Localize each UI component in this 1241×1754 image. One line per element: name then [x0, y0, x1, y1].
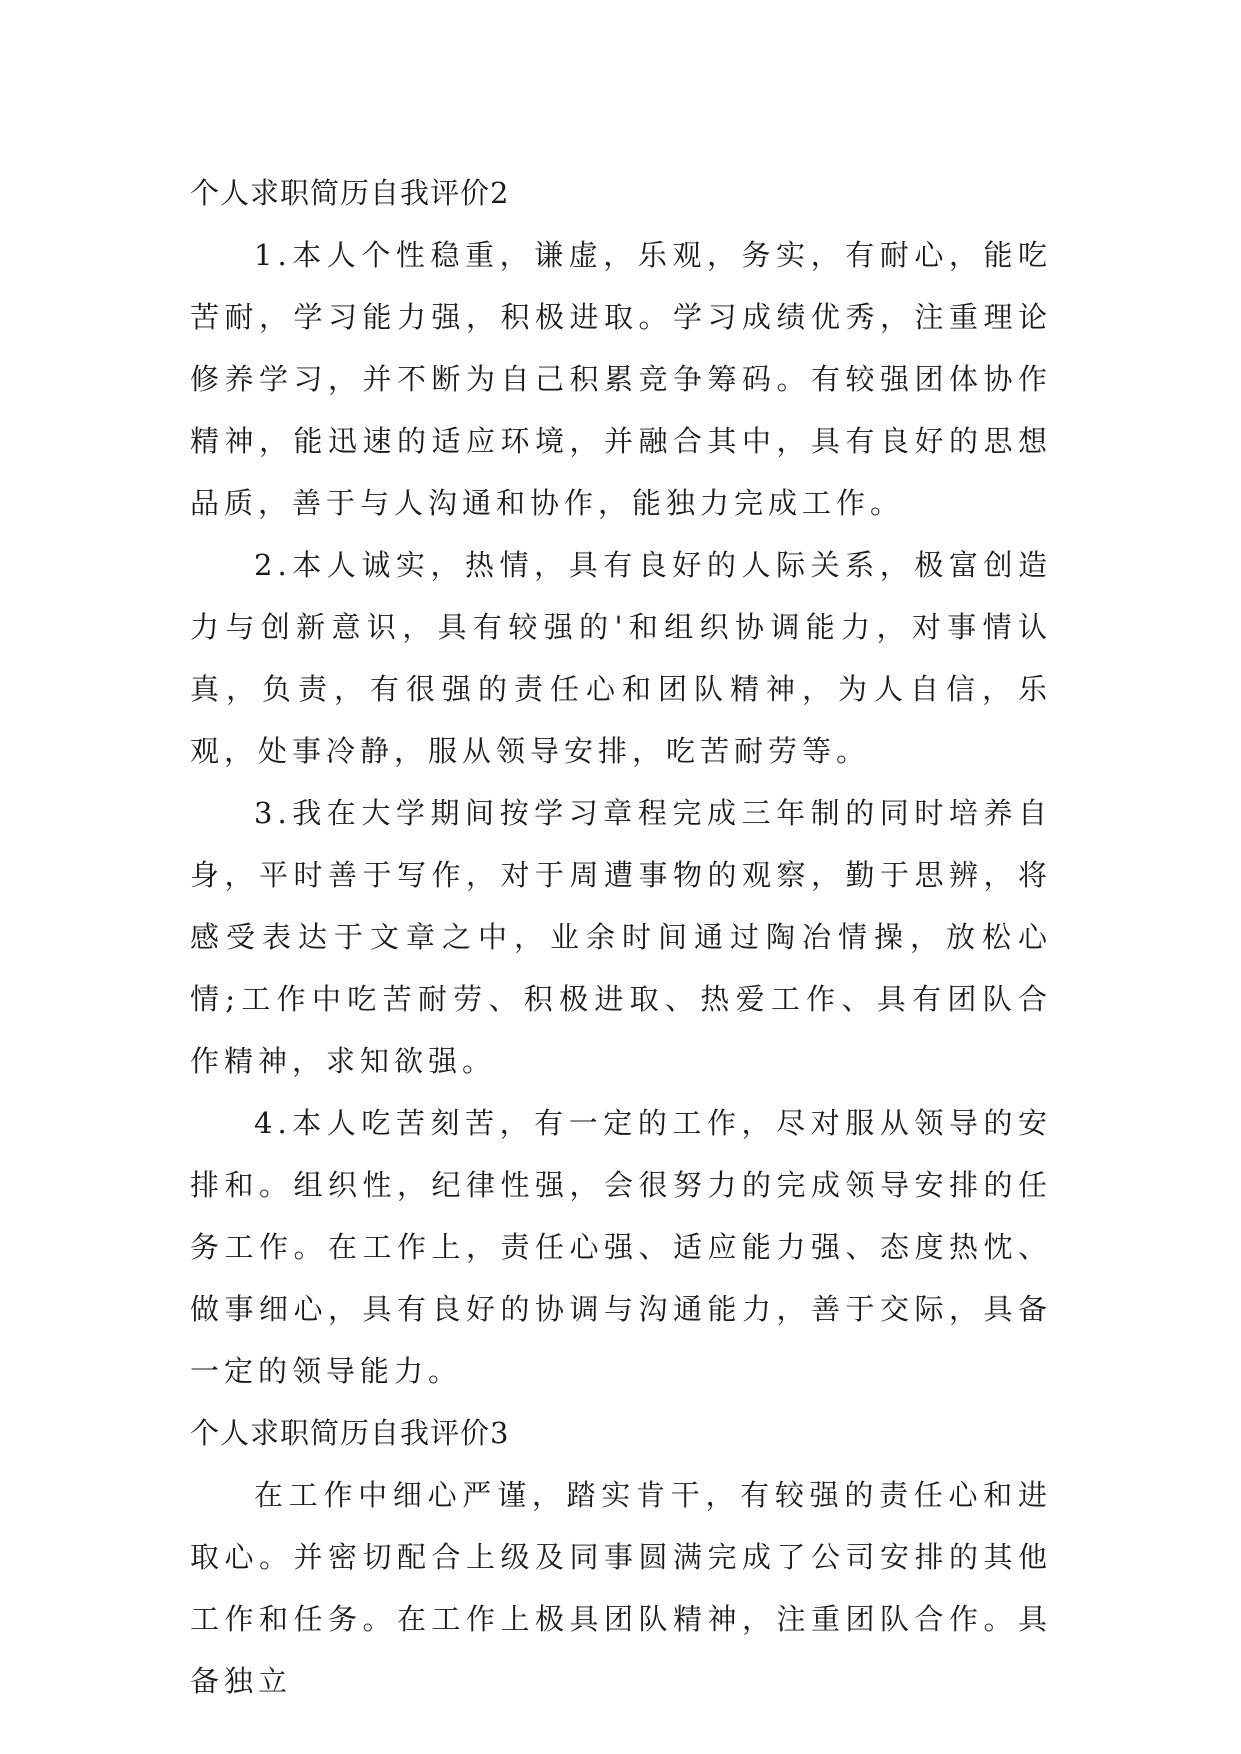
- section-heading: 个人求职简历自我评价2: [190, 176, 510, 210]
- paragraph: 3.我在大学期间按学习章程完成三年制的同时培养自身，平时善于写作，对于周遭事物的观察，勤于思辨，将感受表达于文章之中，业余时间通过陶冶情操，放松心情;工作中吃苦耐劳、积极进取、热爱工作、具有团队合作精神，求知欲强。: [190, 796, 1052, 1078]
- paragraph: 在工作中细心严谨，踏实肯干，有较强的责任心和进取心。并密切配合上级及同事圆满完成了公司安排的其他工作和任务。在工作上极具团队精神，注重团队合作。具备独立: [190, 1478, 1052, 1698]
- paragraph: 4.本人吃苦刻苦，有一定的工作，尽对服从领导的安排和。组织性，纪律性强，会很努力的完成领导安排的任务工作。在工作上，责任心强、适应能力强、态度热忱、做事细心，具有良好的协调与沟通能力，善于交际，具备一定的领导能力。: [190, 1106, 1052, 1388]
- paragraph: 1.本人个性稳重，谦虚，乐观，务实，有耐心，能吃苦耐，学习能力强，积极进取。学习成绩优秀，注重理论修养学习，并不断为自己积累竞争筹码。有较强团体协作精神，能迅速的适应环境，并融合其中，具有良好的思想品质，善于与人沟通和协作，能独力完成工作。: [190, 238, 1052, 520]
- document-page: [190, 162, 1052, 1712]
- paragraph: 2.本人诚实，热情，具有良好的人际关系，极富创造力与创新意识，具有较强的'和组织协调能力，对事情认真，负责，有很强的责任心和团队精神，为人自信，乐观，处事冷静，服从领导安排，吃苦耐劳等。: [190, 548, 1052, 768]
- section-heading: 个人求职简历自我评价3: [190, 1416, 510, 1450]
